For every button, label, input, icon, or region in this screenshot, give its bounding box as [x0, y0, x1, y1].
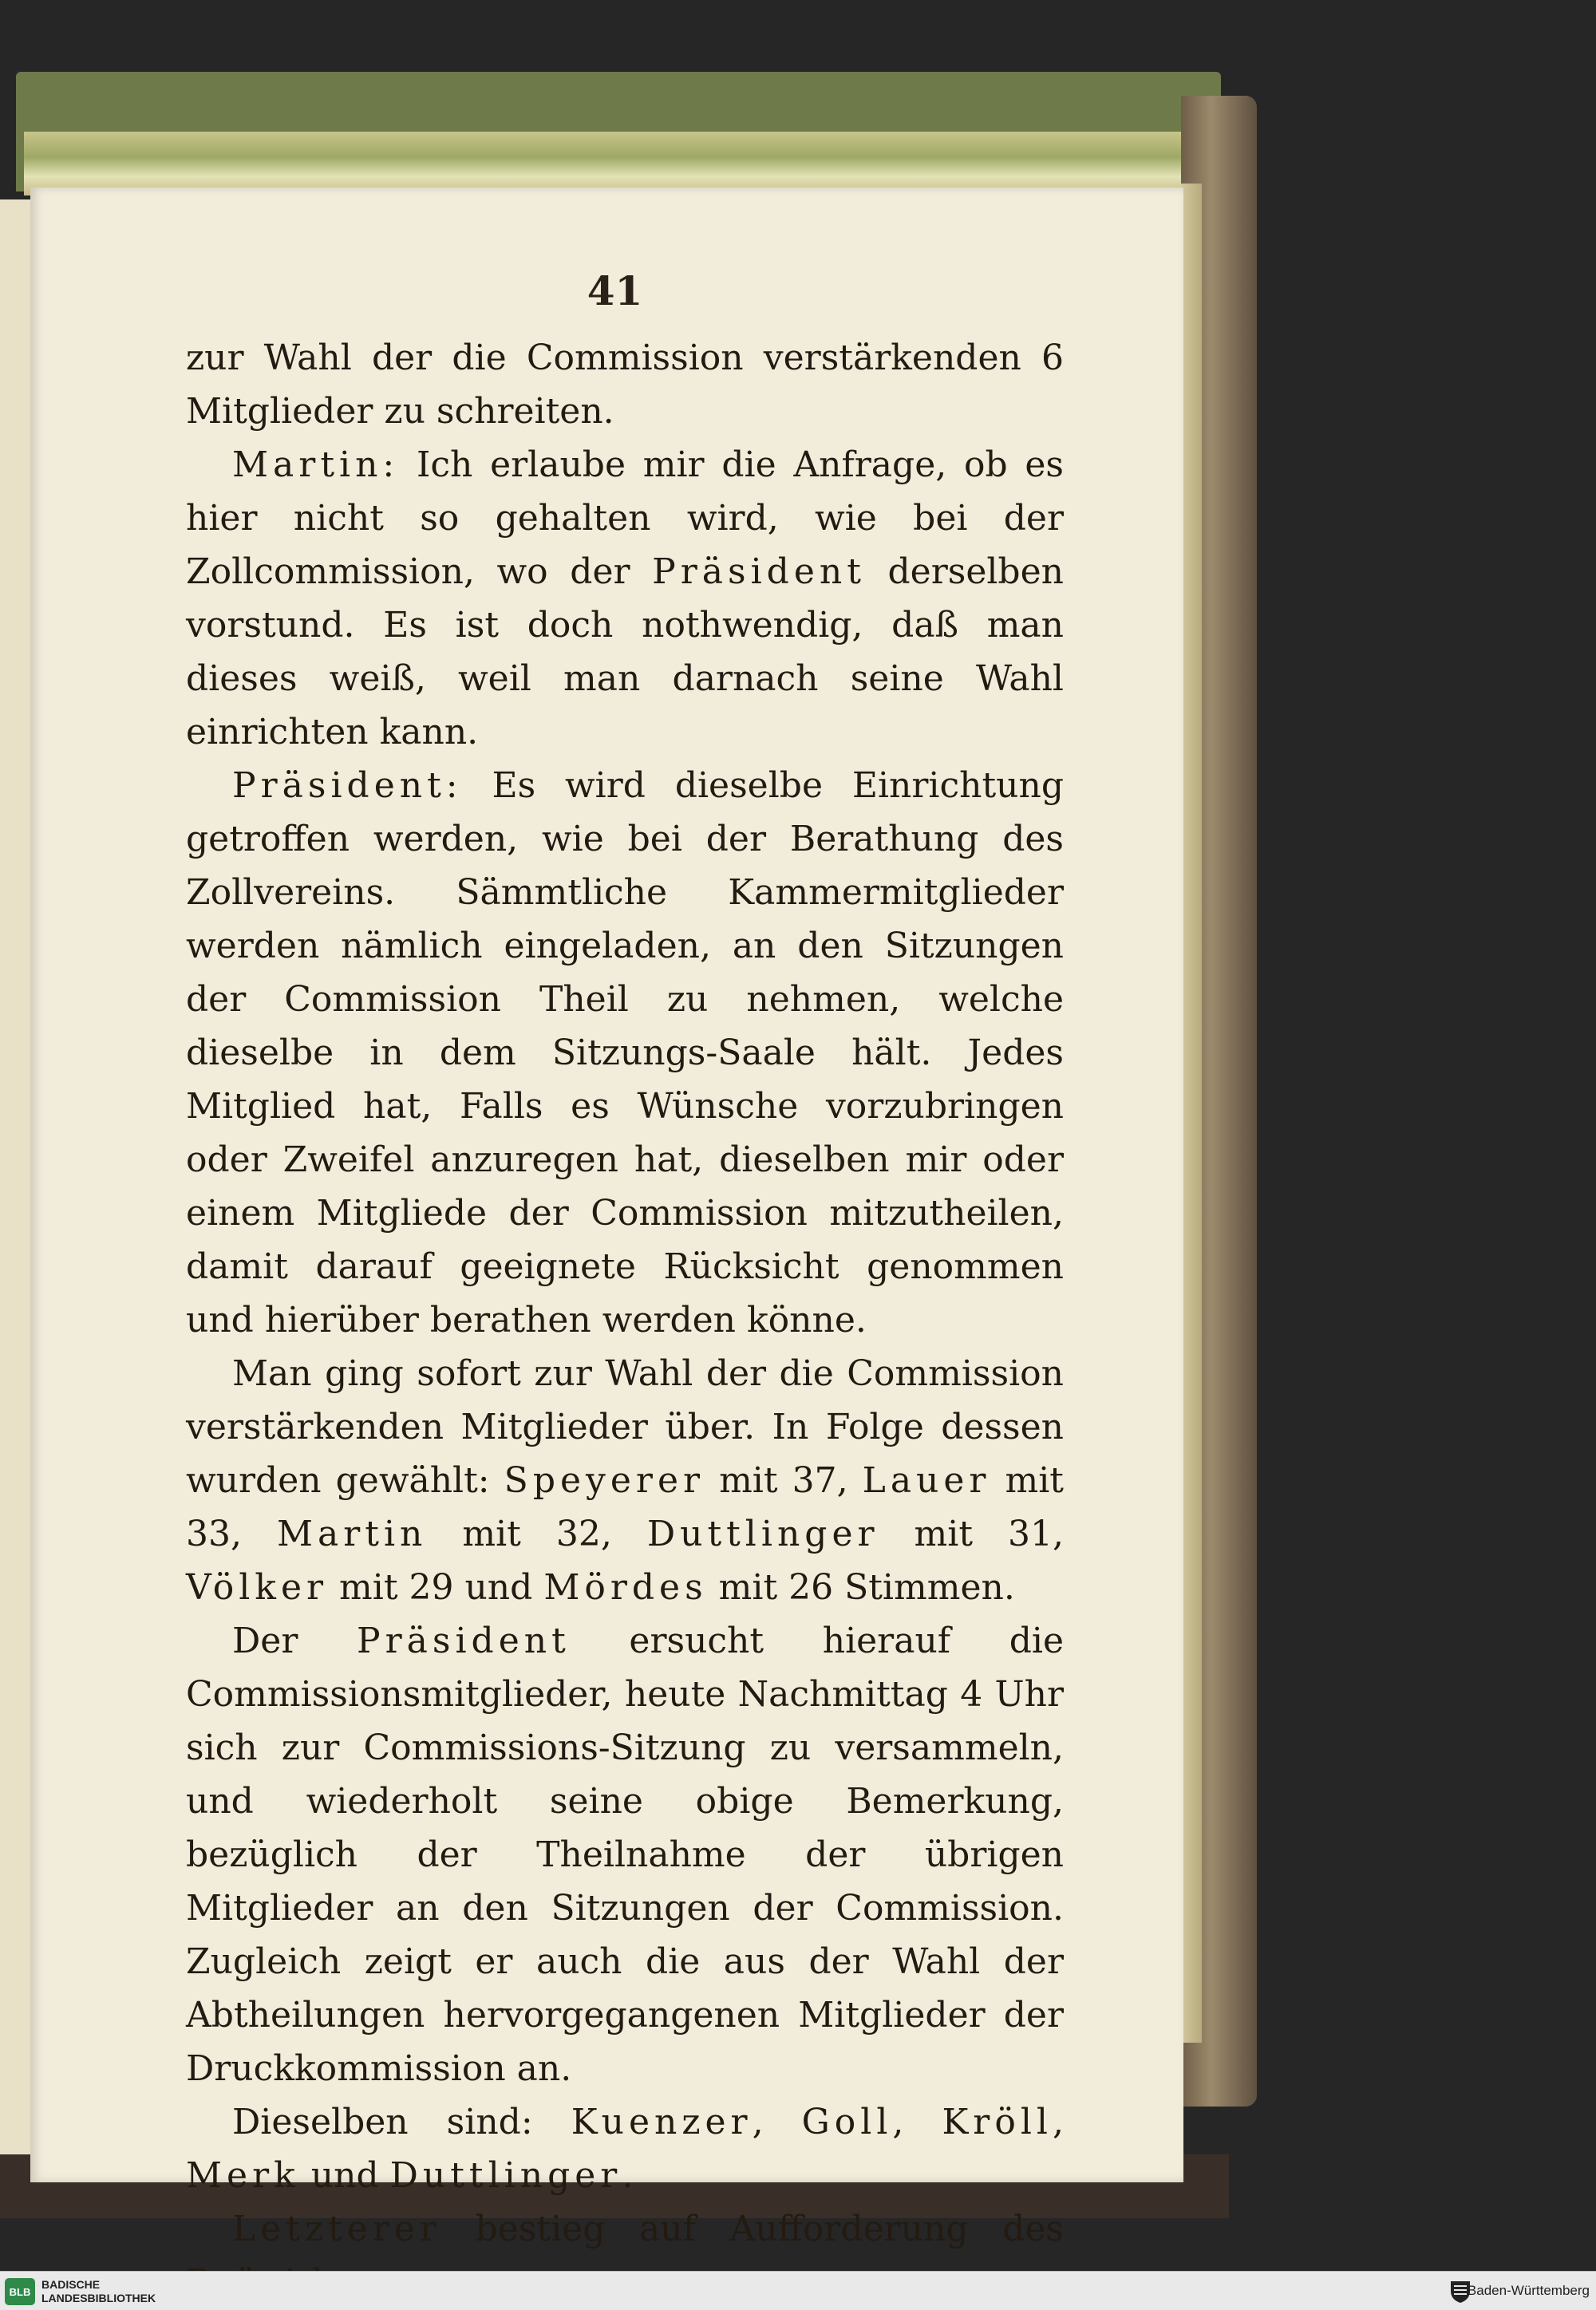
speaker-name: Merk — [186, 2155, 300, 2196]
text-segment: mit 29 und — [328, 1567, 544, 1608]
speaker-name: Letzterer — [232, 2209, 441, 2249]
speaker-name: Martin: — [232, 444, 400, 485]
text-segment: Man ging sofort zur Wahl der die Commission verstärkenden Mitglieder über. In Folge dessen wurden gewählt: — [186, 1353, 1064, 1501]
speaker-name: Mördes — [543, 1567, 708, 1608]
library-name-line2: LANDESBIBLIOTHEK — [41, 2292, 156, 2304]
speaker-name: Martin — [276, 1514, 428, 1554]
text-segment: , — [752, 2102, 802, 2142]
text-segment: mit 32, — [427, 1514, 647, 1554]
speaker-name: Speyerer — [504, 1460, 705, 1501]
book-top-page-edges — [24, 132, 1221, 195]
library-name — [41, 2278, 156, 2305]
text-segment: Dieselben sind: — [232, 2102, 571, 2142]
library-name-line1: BADISCHE — [41, 2278, 101, 2291]
text-segment: mit 37, — [705, 1460, 863, 1501]
speaker-name: Kröll — [942, 2102, 1053, 2142]
book-page — [30, 188, 1183, 2249]
speaker-name: Völker — [186, 1567, 329, 1608]
text-segment: Der — [232, 1621, 358, 1661]
paragraph — [186, 1347, 1064, 1614]
previous-page-edge — [0, 199, 34, 2154]
speaker-name: Kuenzer — [571, 2102, 753, 2142]
page-text — [186, 331, 1064, 2309]
text-segment: zur Wahl der die Commission verstärkenden 6 Mitglieder zu schreiten. — [186, 338, 1064, 432]
footer-bar — [0, 2271, 1596, 2310]
paragraph — [186, 2095, 1064, 2202]
paragraph — [186, 331, 1064, 438]
text-segment: mit 26 Stimmen. — [707, 1567, 1015, 1608]
book-right-page-edges — [1181, 184, 1202, 2043]
state-label: Baden-Württemberg — [1467, 2283, 1590, 2298]
speaker-name: Präsident — [357, 1621, 571, 1661]
text-segment: Ich erlaube mir die Anfrage, ob es hier nicht so gehalten wird, wie bei der Zollcommission, wo der — [186, 444, 1064, 592]
speaker-name: Präsident: — [232, 765, 463, 806]
text-segment: , — [892, 2102, 942, 2142]
text-segment: und — [299, 2155, 390, 2196]
text-segment: ersucht hierauf die Commissionsmitglieder, heute Nachmittag 4 Uhr sich zur Commissions-Sitzung zu versammeln, und wiederholt seine obige Bemerkung, bezüglich der Theilnahme der übrigen Mitglieder an den Sitzungen der Commission. Zugleich zeigt er auch die aus der Wahl der Abtheilungen hervorgegangenen Mitglieder der Druckkommission an. — [186, 1621, 1064, 2089]
speaker-name: Duttlinger — [389, 2155, 622, 2196]
speaker-name: Präsident — [652, 551, 866, 592]
text-segment: bestieg auf Aufforderung des — [440, 2209, 1064, 2249]
paragraph — [186, 1614, 1064, 2095]
page-number — [30, 267, 1183, 314]
paragraph — [186, 438, 1064, 759]
blb-logo-icon: BLB — [5, 2278, 35, 2305]
page-number-text: 41 — [587, 267, 643, 314]
speaker-name: Duttlinger — [646, 1514, 879, 1554]
paragraph — [186, 759, 1064, 1347]
text-segment: mit 33, — [186, 1460, 1064, 1554]
text-segment: derselben vorstund. Es ist doch nothwendig, daß man dieses weiß, weil man darnach seine Wahl einrichten kann. — [186, 551, 1064, 752]
text-segment: . — [622, 2155, 634, 2196]
text-segment: Es wird dieselbe Einrichtung getroffen werden, wie bei der Berathung des Zollvereins. Sämmtliche Kammermitglieder werden nämlich eingeladen, an den Sitzungen der Commission Theil zu nehmen, welche dieselbe in dem Sitzungs-Saale hält. Jedes Mitglied hat, Falls es Wünsche vorzubringen oder Zweifel anzuregen hat, dieselben mir oder einem Mitgliede der Commission mitzutheilen, damit darauf geeignete Rücksicht genommen und hierüber berathen werden könne. — [186, 765, 1064, 1341]
text-segment: mit 31, — [879, 1514, 1064, 1554]
speaker-name: Lauer — [862, 1460, 991, 1501]
text-segment: , — [1052, 2102, 1064, 2142]
speaker-name: Goll — [801, 2102, 893, 2142]
